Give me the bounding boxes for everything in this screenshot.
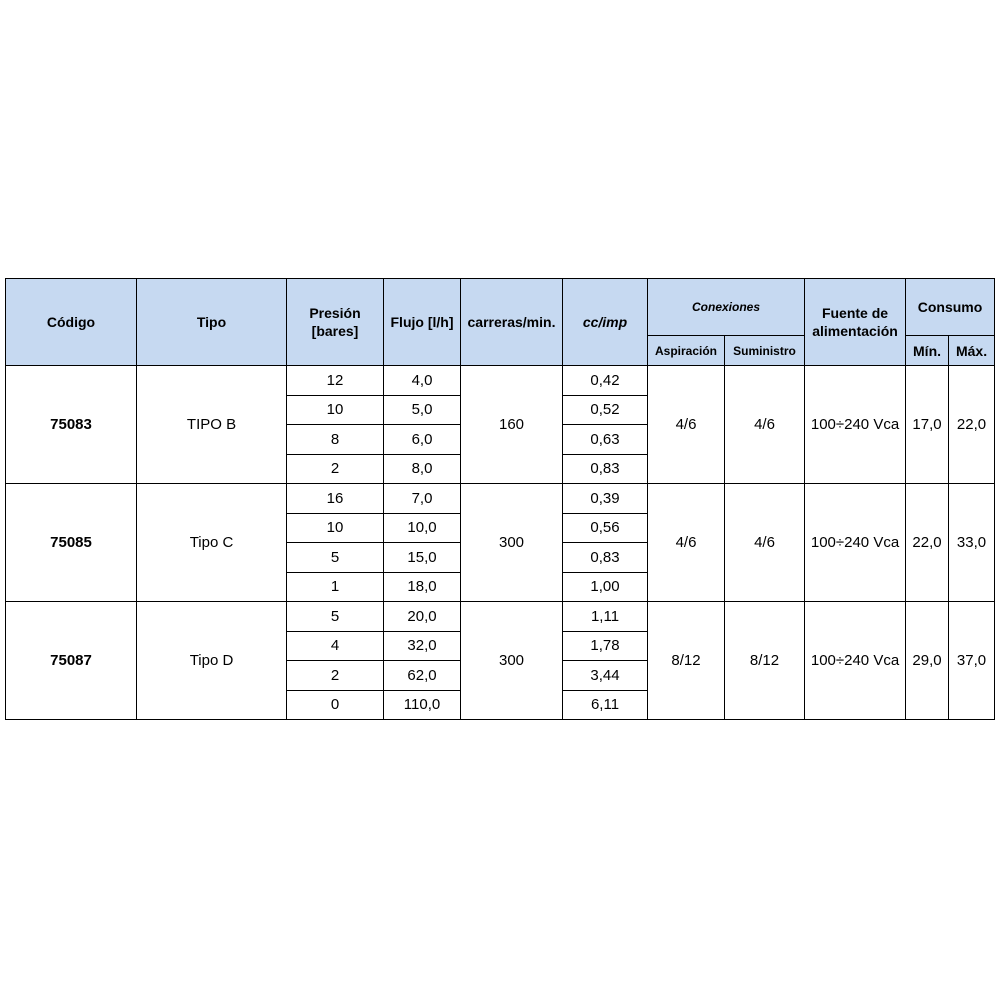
- header-max: Máx.: [949, 336, 995, 366]
- cc-per-stroke-cell: 0,83: [563, 454, 648, 484]
- table-header: [6, 279, 995, 366]
- cc-per-stroke-cell: 0,52: [563, 395, 648, 425]
- header-ccimp: cc/imp: [563, 279, 648, 366]
- pression-cell: 12: [287, 366, 384, 396]
- table-body: [6, 366, 995, 720]
- power-supply-cell: 100÷240 Vca: [805, 366, 906, 484]
- cc-per-stroke-cell: 0,39: [563, 484, 648, 514]
- delivery-cell: 8/12: [725, 602, 805, 720]
- pressure-cell: 10: [287, 513, 384, 543]
- cc-per-stroke-cell: 0,63: [563, 425, 648, 455]
- flow-cell: 62,0: [384, 661, 461, 691]
- header-suministro: Suministro: [725, 336, 805, 366]
- header-conexiones: Conexiones: [648, 279, 805, 336]
- power-supply-cell: 100÷240 Vca: [805, 602, 906, 720]
- cc-per-stroke-cell: 0,83: [563, 543, 648, 573]
- table-row: [6, 484, 995, 514]
- cc-per-stroke-cell: 6,11: [563, 690, 648, 720]
- flow-cell: 5,0: [384, 395, 461, 425]
- product-type: Tipo C: [137, 484, 287, 602]
- pressure-cell: 0: [287, 690, 384, 720]
- consumption-min-cell: 22,0: [906, 484, 949, 602]
- strokes-cell: 300: [461, 602, 563, 720]
- flow-cell: 18,0: [384, 572, 461, 602]
- pressure-cell: 1: [287, 572, 384, 602]
- flow-cell: 10,0: [384, 513, 461, 543]
- suction-cell: 8/12: [648, 602, 725, 720]
- cc-per-stroke-cell: 1,78: [563, 631, 648, 661]
- product-code: 75083: [6, 366, 137, 484]
- strokes-cell: 300: [461, 484, 563, 602]
- header-consumo: Consumo: [906, 279, 995, 336]
- pressure-cell: 5: [287, 543, 384, 573]
- pressure-cell: 4: [287, 631, 384, 661]
- delivery-cell: 4/6: [725, 484, 805, 602]
- flow-cell: 8,0: [384, 454, 461, 484]
- pressure-cell: 10: [287, 395, 384, 425]
- pressure-cell: 2: [287, 454, 384, 484]
- flow-cell: 32,0: [384, 631, 461, 661]
- header-presion: Presión [bares]: [287, 279, 384, 366]
- suction-cell: 4/6: [648, 484, 725, 602]
- header-tipo: Tipo: [137, 279, 287, 366]
- strokes-cell: 160: [461, 366, 563, 484]
- delivery-cell: 4/6: [725, 366, 805, 484]
- header-fuente: Fuente de alimentación: [805, 279, 906, 366]
- product-type: Tipo D: [137, 602, 287, 720]
- power-supply-cell: 100÷240 Vca: [805, 484, 906, 602]
- flow-cell: 110,0: [384, 690, 461, 720]
- pressure-cell: 16: [287, 484, 384, 514]
- cc-per-stroke-cell: 0,42: [563, 366, 648, 396]
- pressure-cell: 2: [287, 661, 384, 691]
- product-type: TIPO B: [137, 366, 287, 484]
- consumption-min-cell: 29,0: [906, 602, 949, 720]
- product-code: 75087: [6, 602, 137, 720]
- consumption-max-cell: 37,0: [949, 602, 995, 720]
- consumption-max-cell: 33,0: [949, 484, 995, 602]
- header-flujo: Flujo [l/h]: [384, 279, 461, 366]
- header-carreras: carreras/min.: [461, 279, 563, 366]
- pressure-cell: 5: [287, 602, 384, 632]
- flow-cell: 15,0: [384, 543, 461, 573]
- flow-cell: 4,0: [384, 366, 461, 396]
- product-code: 75085: [6, 484, 137, 602]
- header-min: Mín.: [906, 336, 949, 366]
- cc-per-stroke-cell: 1,11: [563, 602, 648, 632]
- consumption-max-cell: 22,0: [949, 366, 995, 484]
- header-codigo: Código: [6, 279, 137, 366]
- cc-per-stroke-cell: 0,56: [563, 513, 648, 543]
- table-row: [6, 366, 995, 396]
- suction-cell: 4/6: [648, 366, 725, 484]
- header-aspiracion: Aspiración: [648, 336, 725, 366]
- flow-cell: 6,0: [384, 425, 461, 455]
- table-row: [6, 602, 995, 632]
- consumption-min-cell: 17,0: [906, 366, 949, 484]
- pressure-cell: 8: [287, 425, 384, 455]
- flow-cell: 7,0: [384, 484, 461, 514]
- cc-per-stroke-cell: 1,00: [563, 572, 648, 602]
- spec-table: [5, 278, 995, 720]
- flow-cell: 20,0: [384, 602, 461, 632]
- cc-per-stroke-cell: 3,44: [563, 661, 648, 691]
